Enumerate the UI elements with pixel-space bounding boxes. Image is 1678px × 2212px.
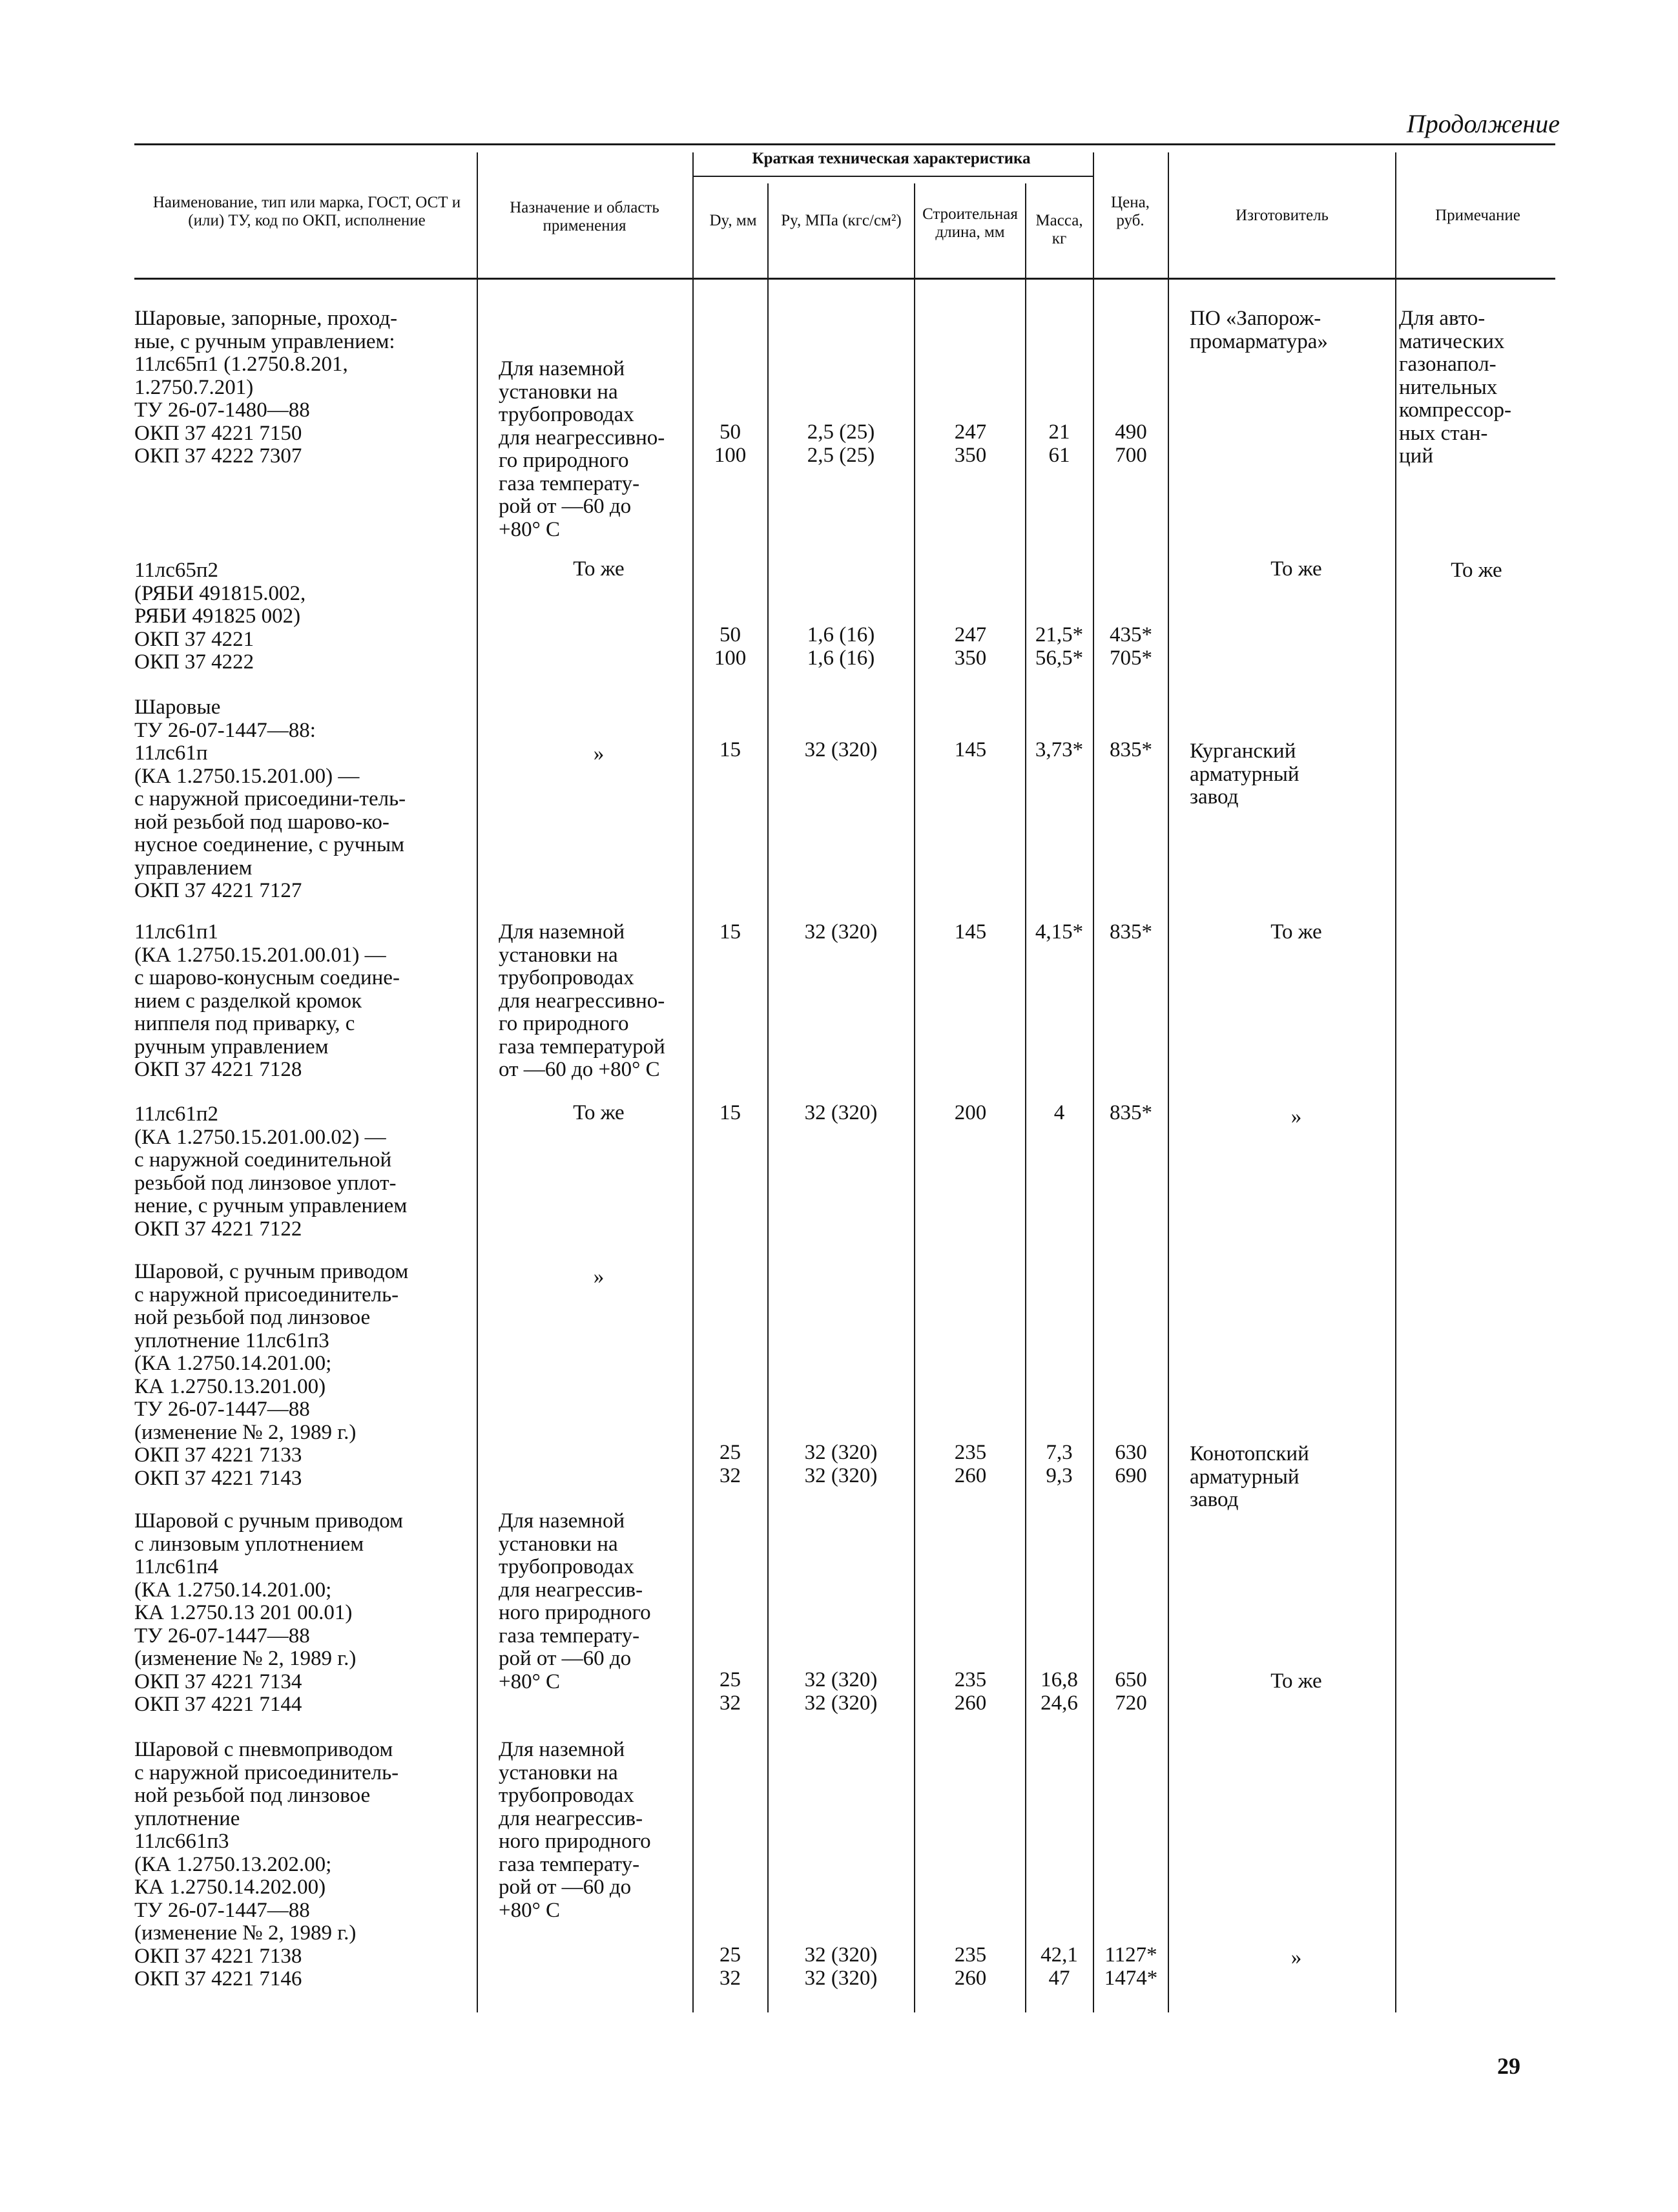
row-length: 235 260: [954, 1441, 987, 1487]
row-dy: 25 32: [720, 1668, 741, 1715]
row-mass: 21,5* 56,5*: [1035, 623, 1084, 670]
row-mass: 4: [1053, 1101, 1065, 1124]
row-py: 2,5 (25) 2,5 (25): [807, 420, 875, 467]
continuation-label: Продолжение: [1406, 109, 1560, 138]
row-py: 1,6 (16) 1,6 (16): [807, 623, 875, 670]
col-divider-6: [1093, 152, 1094, 2012]
row-price: 835*: [1110, 920, 1152, 944]
row-length: 145: [954, 738, 987, 761]
header-tech-group: Краткая техническая характеристика: [752, 150, 1031, 167]
row-length: 235 260: [954, 1668, 987, 1715]
col-divider-3: [767, 183, 769, 2012]
row-description: Шаровой с пневмоприводом с наружной присоединитель- ной резьбой под линзовое уплотнение 11лс661п3 (КА 1.2750.13.202.00; КА 1.2750.14.202.00) ТУ 26-07-1447—88 (изменение № 2, 1989 г.) ОКП 37 4221 7138 ОКП 37 4221 7146: [134, 1738, 399, 1990]
row-purpose: Для наземной установки на трубопроводах для неагрессивно- го природного газа температу- рой от —60 до +80° С: [499, 357, 665, 541]
row-length: 235 260: [954, 1943, 987, 1990]
row-py: 32 (320) 32 (320): [804, 1441, 878, 1487]
row-py: 32 (320): [804, 738, 878, 761]
header-purpose: Назначение и область применения: [510, 199, 659, 234]
row-price: 1127* 1474*: [1104, 1943, 1158, 1990]
row-description: 11лс61п2 (КА 1.2750.15.201.00.02) — с наружной соединительной резьбой под линзовое уплот- нение, с ручным управлением ОКП 37 4221 7122: [134, 1102, 408, 1241]
row-mass: 16,8 24,6: [1041, 1668, 1078, 1715]
row-purpose: Для наземной установки на трубопроводах для неагрессивно- го природного газа температурой от —60 до +80° С: [499, 920, 665, 1081]
row-length: 200: [954, 1101, 987, 1124]
row-mass: 42,1 47: [1041, 1943, 1078, 1990]
row-description: 11лс65п2 (РЯБИ 491815.002, РЯБИ 491825 002) ОКП 37 4221 ОКП 37 4222: [134, 559, 306, 674]
row-price: 630 690: [1115, 1441, 1147, 1487]
row-dy: 25 32: [720, 1943, 741, 1990]
row-note: То же: [1451, 559, 1502, 582]
page-number: 29: [1497, 2053, 1520, 2079]
row-manufacturer: ПО «Запорож- промарматура»: [1190, 307, 1328, 353]
row-mass: 4,15*: [1035, 920, 1084, 944]
row-py: 32 (320): [804, 920, 878, 944]
header-dy: Dy, мм: [709, 212, 757, 229]
row-py: 32 (320) 32 (320): [804, 1943, 878, 1990]
row-manufacturer: То же: [1270, 920, 1322, 944]
row-dy: 15: [720, 1101, 741, 1124]
row-manufacturer: »: [1290, 1105, 1302, 1128]
row-purpose: То же: [573, 557, 625, 581]
row-description: Шаровой с ручным приводом с линзовым уплотнением 11лс61п4 (КА 1.2750.14.201.00; КА 1.2750.13 201 00.01) ТУ 26-07-1447—88 (изменение № 2, 1989 г.) ОКП 37 4221 7134 ОКП 37 4221 7144: [134, 1509, 403, 1716]
row-description: Шаровые ТУ 26-07-1447—88: 11лс61п (КА 1.2750.15.201.00) — с наружной присоедини-тель- ной резьбой под шарово-ко- нусное соединение, с ручным управлением ОКП 37 4221 7127: [134, 696, 406, 902]
row-mass: 21 61: [1048, 420, 1070, 467]
row-purpose: Для наземной установки на трубопроводах для неагрессив- ного природного газа температу- рой от —60 до +80° С: [499, 1509, 651, 1693]
row-dy: 50 100: [714, 420, 747, 467]
row-length: 247 350: [954, 623, 987, 670]
row-manufacturer: Конотопский арматурный завод: [1190, 1442, 1309, 1511]
header-py: Py, МПа (кгс/см²): [781, 212, 902, 229]
tech-group-rule: [692, 176, 1093, 177]
row-price: 435* 705*: [1110, 623, 1152, 670]
row-manufacturer: То же: [1270, 557, 1322, 581]
row-purpose: »: [593, 1265, 605, 1288]
row-dy: 25 32: [720, 1441, 741, 1487]
row-length: 145: [954, 920, 987, 944]
row-manufacturer: »: [1290, 1946, 1302, 1969]
header-price: Цена, руб.: [1111, 194, 1150, 229]
row-description: 11лс61п1 (КА 1.2750.15.201.00.01) — с шарово-конусным соедине- нием с разделкой кромок ниппеля под приварку, с ручным управлением ОКП 37 4221 7128: [134, 920, 400, 1081]
row-price: 835*: [1110, 738, 1152, 761]
col-divider-8: [1395, 152, 1396, 2012]
row-dy: 15: [720, 920, 741, 944]
row-purpose: »: [593, 742, 605, 765]
row-price: 835*: [1110, 1101, 1152, 1124]
header-top-rule: [134, 143, 1555, 145]
row-price: 490 700: [1115, 420, 1147, 467]
col-divider-4: [914, 183, 915, 2012]
row-py: 32 (320) 32 (320): [804, 1668, 878, 1715]
header-mass: Масса, кг: [1035, 212, 1083, 247]
row-dy: 15: [720, 738, 741, 761]
row-purpose: То же: [573, 1101, 625, 1124]
row-price: 650 720: [1115, 1668, 1147, 1715]
header-note: Примечание: [1435, 207, 1520, 224]
col-divider-7: [1168, 152, 1169, 2012]
header-name: Наименование, тип или марка, ГОСТ, ОСТ и (или) ТУ, код по ОКП, исполнение: [152, 194, 461, 229]
row-py: 32 (320): [804, 1101, 878, 1124]
row-manufacturer: Курганский арматурный завод: [1190, 739, 1300, 809]
header-manufacturer: Изготовитель: [1236, 207, 1329, 224]
row-purpose: Для наземной установки на трубопроводах для неагрессив- ного природного газа температу- рой от —60 до +80° С: [499, 1738, 651, 1922]
row-dy: 50 100: [714, 623, 747, 670]
row-manufacturer: То же: [1270, 1669, 1322, 1693]
header-bottom-rule: [134, 278, 1555, 280]
row-description: Шаровой, с ручным приводом с наружной присоединитель- ной резьбой под линзовое уплотнение 11лс61п3 (КА 1.2750.14.201.00; КА 1.2750.13.201.00) ТУ 26-07-1447—88 (изменение № 2, 1989 г.) ОКП 37 4221 7133 ОКП 37 4221 7143: [134, 1260, 409, 1490]
col-divider-1: [477, 152, 478, 2012]
row-note: Для авто- матических газонапол- нительных компрессор- ных стан- ций: [1399, 307, 1512, 468]
row-mass: 7,3 9,3: [1046, 1441, 1073, 1487]
header-length: Строительная длина, мм: [922, 205, 1018, 241]
row-mass: 3,73*: [1035, 738, 1084, 761]
row-description: Шаровые, запорные, проход- ные, с ручным управлением: 11лс65п1 (1.2750.8.201, 1.2750.7.201) ТУ 26-07-1480—88 ОКП 37 4221 7150 ОКП 37 4222 7307: [134, 307, 398, 468]
col-divider-5: [1025, 183, 1026, 2012]
row-length: 247 350: [954, 420, 987, 467]
